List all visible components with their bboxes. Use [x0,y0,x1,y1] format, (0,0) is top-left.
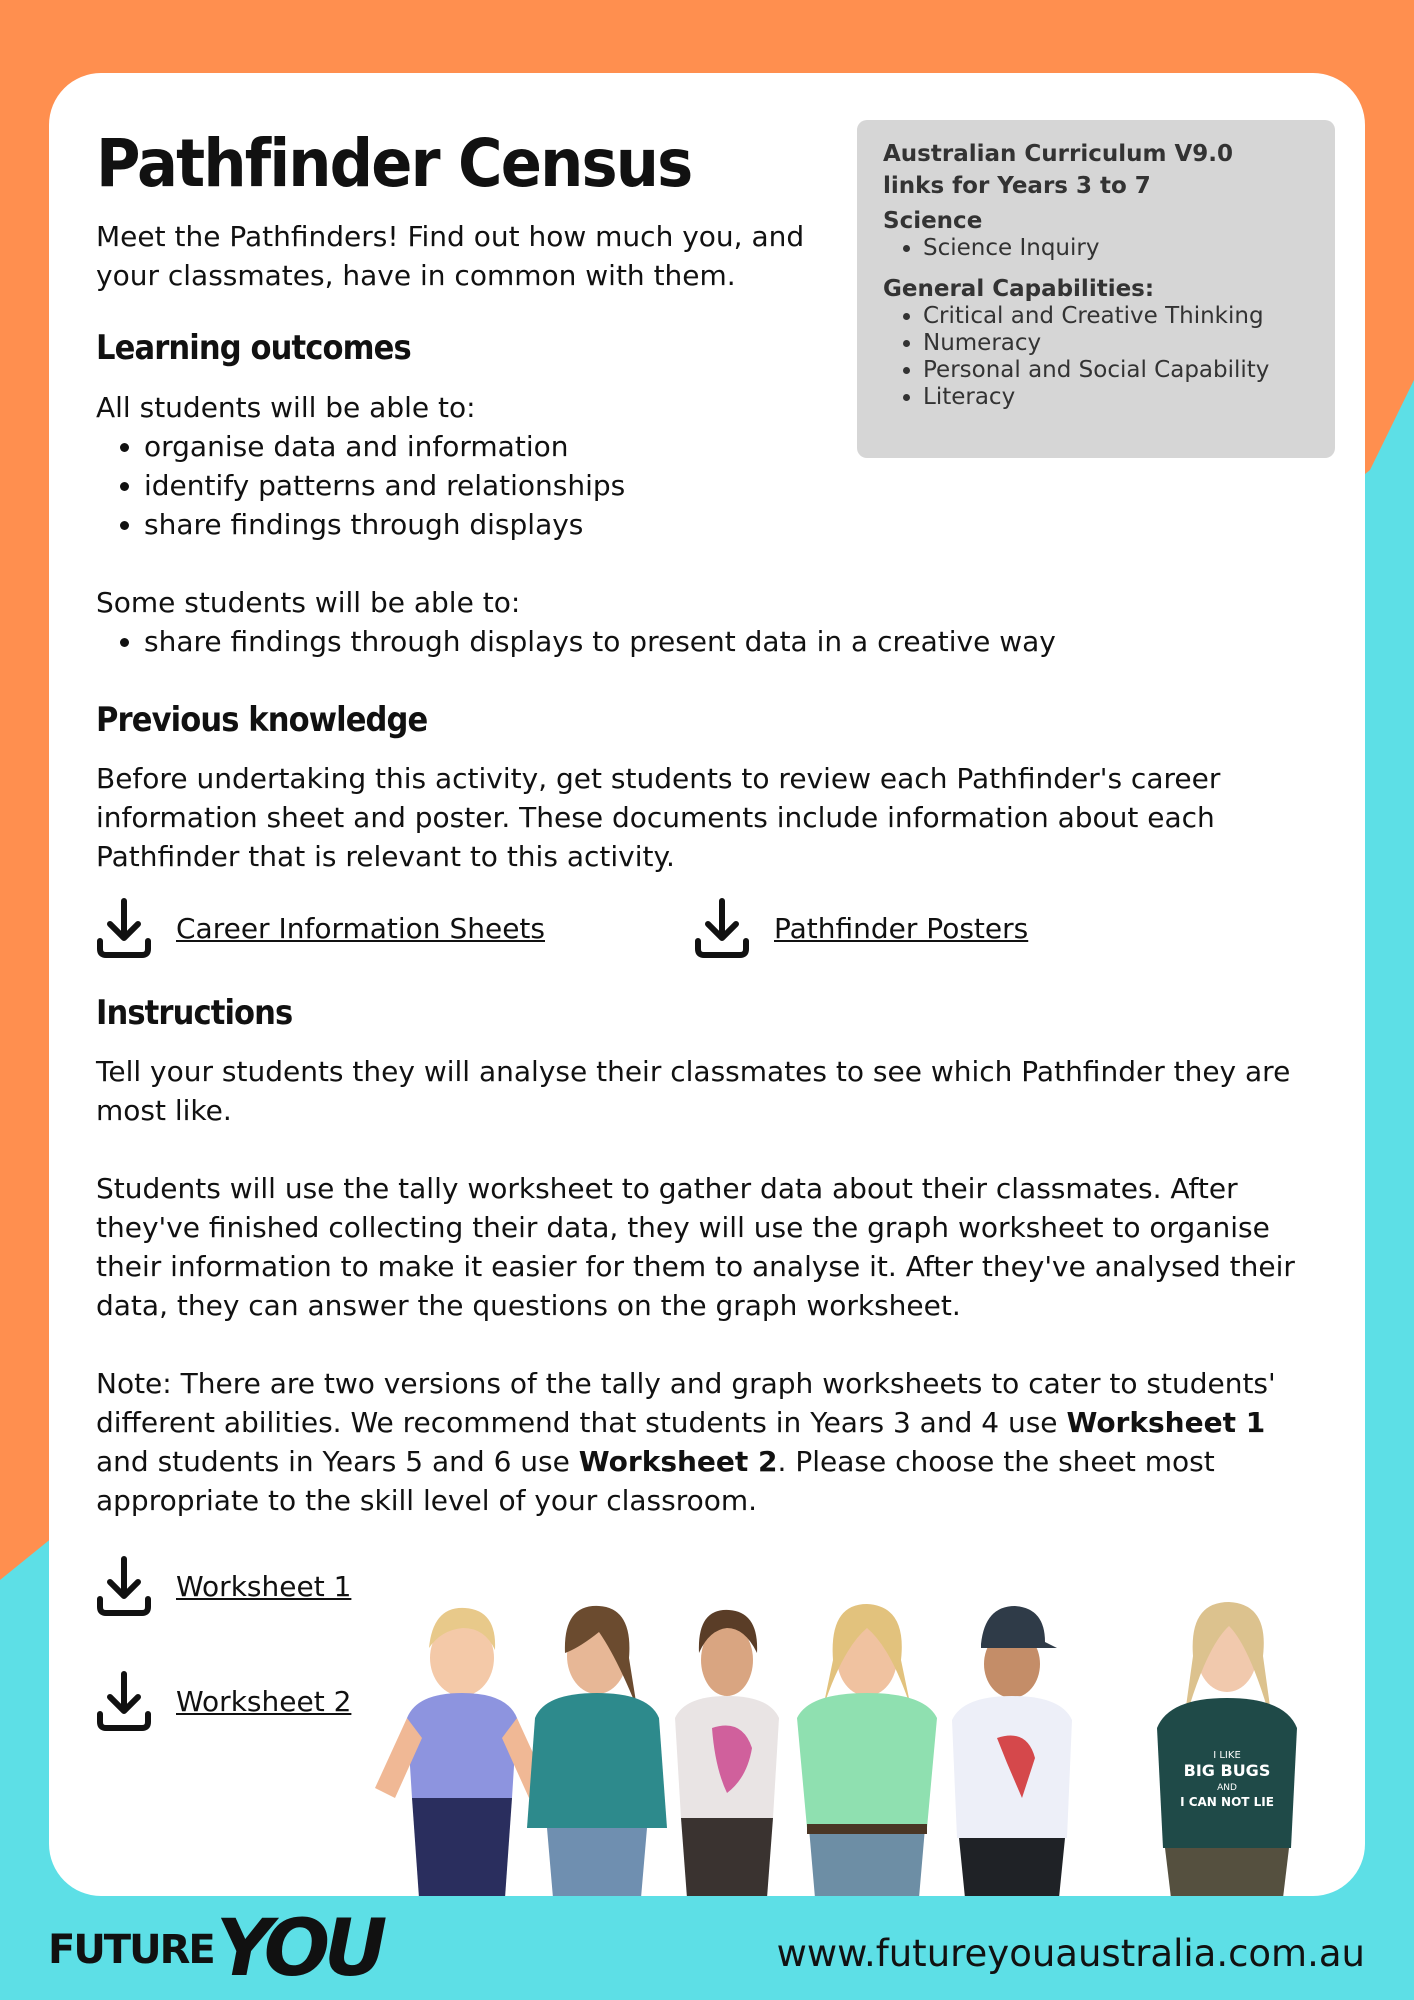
curriculum-panel [857,120,1335,458]
list-item: • share findings through displays to present data in a creative way [144,622,1056,661]
note-text: . Please choose the sheet most appropriate to the skill level of your classroom. [96,1445,1215,1517]
instructions-heading: Instructions [96,993,293,1033]
worksheet-1-link[interactable] [96,1555,351,1617]
intro-text: Meet the Pathfinders! Find out how much you, and your classmates, have in common with them. [96,220,805,292]
list-item: • Science Inquiry [923,235,1309,262]
note-worksheet2: Worksheet 2 [578,1445,778,1478]
list-item: • Personal and Social Capability [923,357,1309,384]
capabilities-heading: General Capabilities: [883,276,1155,302]
some-students-list [96,622,1056,661]
note-text: Note: There are two versions of the tally and graph worksheets to cater to students' different abilities. We recommend that students in Years 3 and 4 use [96,1367,1276,1439]
tshirt-text-1: I LIKE [1213,1750,1241,1761]
pathfinder-figure-6 [1157,1602,1297,1896]
curriculum-title-line1: Australian Curriculum V9.0 [883,141,1233,167]
capabilities-list [883,303,1309,411]
worksheet-2-link[interactable] [96,1670,351,1732]
previous-knowledge-text: Before undertaking this activity, get students to review each Pathfinder's career information sheet and poster. These documents include information about each Pathfinder that is relevant to this activity. [96,762,1221,873]
pathfinder-figure-2 [527,1606,667,1896]
tshirt-text-4: I CAN NOT LIE [1180,1795,1274,1809]
curriculum-title-line2: links for Years 3 to 7 [883,173,1151,199]
pathfinder-figure-4 [797,1604,937,1896]
list-item: • Literacy [923,384,1309,411]
pathfinders-illustration [367,1598,1365,1896]
instructions-note [96,1364,1296,1520]
tshirt-text-3: AND [1217,1783,1237,1793]
instructions-p2: Students will use the tally worksheet to gather data about their classmates. After they've finished collecting their data, they will use the graph worksheet to organise their information to make it easier for them to analyse it. After they've analysed their data, they can answer the questions on the graph worksheet. [96,1172,1295,1322]
tshirt-text-2: BIG BUGS [1183,1761,1271,1780]
worksheet-2-label[interactable]: Worksheet 2 [176,1684,352,1718]
logo-you: YOU [216,1905,382,1994]
career-info-sheets-link[interactable] [96,897,545,959]
science-heading: Science [883,208,983,234]
futureyou-logo [48,1905,408,1995]
page-title: Pathfinder Census [96,125,692,202]
website-url[interactable]: www.futureyouaustralia.com.au [776,1932,1365,1975]
pathfinder-figure-5 [952,1606,1072,1896]
pathfinder-figure-1 [375,1608,549,1896]
list-item: • organise data and information [144,427,625,466]
some-students-intro: Some students will be able to: [96,586,521,619]
worksheet-1-label[interactable]: Worksheet 1 [176,1569,352,1603]
pathfinder-posters-label[interactable]: Pathfinder Posters [774,911,1029,945]
note-worksheet1: Worksheet 1 [1066,1406,1266,1439]
previous-knowledge-heading: Previous knowledge [96,700,428,740]
content-card [49,73,1365,1896]
instructions-p1: Tell your students they will analyse their classmates to see which Pathfinder they are most like. [96,1055,1291,1127]
pathfinder-posters-link[interactable] [694,897,1028,959]
science-list [883,235,1309,262]
note-text: and students in Years 5 and 6 use [96,1445,579,1478]
logo-future: FUTURE [48,1927,214,1973]
download-icon [694,897,750,959]
list-item: • share findings through displays [144,505,625,544]
list-item: • Numeracy [923,330,1309,357]
curriculum-title [883,138,1309,202]
download-icon [96,1670,152,1732]
list-item: • Critical and Creative Thinking [923,303,1309,330]
pathfinder-figure-3 [675,1610,779,1896]
all-students-list [96,427,625,544]
list-item: • identify patterns and relationships [144,466,625,505]
learning-outcomes-heading: Learning outcomes [96,328,411,368]
career-info-sheets-label[interactable]: Career Information Sheets [176,911,545,945]
download-icon [96,1555,152,1617]
download-icon [96,897,152,959]
all-students-intro: All students will be able to: [96,391,476,424]
